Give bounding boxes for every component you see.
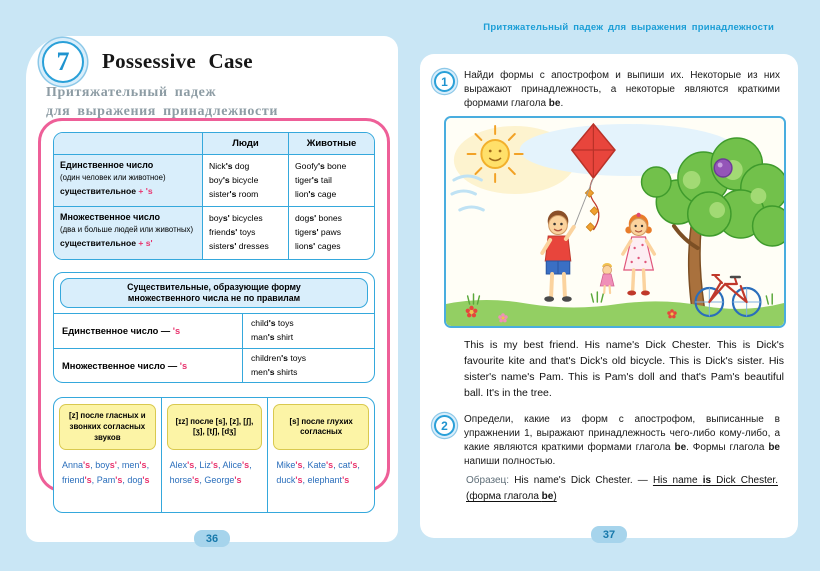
sun-illustration xyxy=(468,126,523,182)
pronunciation-rule-iz: [ɪz] после [s], [z], [ʃ], [ʒ], [tʃ], [dʒ] xyxy=(167,404,263,450)
cell-plural-people: boys' bicycles friends' toys sisters' dresses xyxy=(202,206,288,258)
ball-in-tree xyxy=(714,159,732,177)
possessive-forms-table xyxy=(53,132,375,260)
chapter-number-badge xyxy=(42,41,84,83)
exercise-1-text: Найди формы с апострофом и выпиши их. Некоторые из них выражают принадлежность, а некоторые являются краткими формами глагола be. xyxy=(464,70,780,109)
row-label-plural: Множественное число (два и больше людей или животных) существительное + s' xyxy=(54,206,202,258)
exercise-1 xyxy=(434,69,780,110)
example-words-iz: Alex's, Liz's, Alice's, horse's, George's xyxy=(169,460,252,486)
chapter-subtitle-line2: для выражения принадлежности xyxy=(46,103,278,119)
example-words-s: Mike's, Kate's, cat's, duck's, elephant's xyxy=(276,460,360,486)
row-label-plural-irregular: Множественное число — 's xyxy=(62,360,188,371)
pronunciation-column-z xyxy=(54,398,161,512)
cell-singular-irregular-examples: child's toys man's shirt xyxy=(242,314,374,348)
cell-singular-people: Nick's dog boy's bicycle sister's room xyxy=(202,154,288,206)
table-row xyxy=(54,348,374,383)
chapter-number: 7 xyxy=(56,47,70,76)
row-label-singular-irregular: Единственное число — 's xyxy=(62,326,181,337)
chapter-subtitle-line1: Притяжательный падеж xyxy=(46,85,217,100)
pronunciation-column-iz xyxy=(161,398,268,512)
exercise-2-sample: Образец: His name's Dick Chester. — His name is Dick Chester. (форма глагола be) xyxy=(466,474,778,502)
reading-text: This is my best friend. His name's Dick Chester. This is Dick's favourite kite and that's Dick's old bicycle. This is Dick's sister. His sister's name's Pam. This is Pam's doll and that's Pam's beautiful ball. It's in the tree. xyxy=(464,339,784,399)
left-page xyxy=(26,36,398,545)
exercise-2-number-badge: 2 xyxy=(434,415,455,436)
cell-plural-animals: dogs' bones tigers' paws lions' cages xyxy=(288,206,374,258)
chapter-subtitle xyxy=(46,84,278,122)
page-number-left: 36 xyxy=(194,530,230,547)
cell-plural-irregular-examples: children's toys men's shirts xyxy=(242,349,374,383)
page-number-right: 37 xyxy=(591,526,627,543)
table-row xyxy=(54,313,374,348)
chapter-title: Possessive Case xyxy=(102,49,253,73)
running-header: Притяжательный падеж для выражения принадлежности xyxy=(483,22,774,33)
illustration-frame xyxy=(444,116,786,328)
exercise-2-text: Определи, какие из форм с апострофом, выписанные в упражнении 1, выражают принадлежность чего-либо кому-либо, а какие являются краткими формами глагола be. Формы глагола be напиши полностью. xyxy=(464,414,780,467)
column-header-people: Люди xyxy=(202,133,288,154)
pronunciation-rule-z: [z] после гласных и звонких согласных звуков xyxy=(59,404,156,450)
exercise-1-number-badge: 1 xyxy=(434,71,455,92)
cell-singular-animals: Goofy's bone tiger's tail lion's cage xyxy=(288,154,374,206)
irregular-plurals-table xyxy=(53,272,375,384)
right-page xyxy=(420,54,798,541)
pronunciation-rule-s: [s] после глухих согласных xyxy=(273,404,369,450)
grammar-tables-frame xyxy=(38,118,390,492)
table-corner-cell xyxy=(54,133,202,154)
exercise-2 xyxy=(434,413,780,468)
column-header-animals: Животные xyxy=(288,133,374,154)
irregular-plurals-header: Существительные, образующие форму множественного числа не по правилам xyxy=(60,278,368,309)
row-label-singular: Единственное число (один человек или животное) существительное + 's xyxy=(54,154,202,206)
pronunciation-column-s xyxy=(267,398,374,512)
kite-scene-illustration xyxy=(446,118,784,326)
example-words-z: Anna's, boys', men's, friend's, Pam's, dog's xyxy=(62,460,150,486)
pronunciation-table xyxy=(53,397,375,513)
